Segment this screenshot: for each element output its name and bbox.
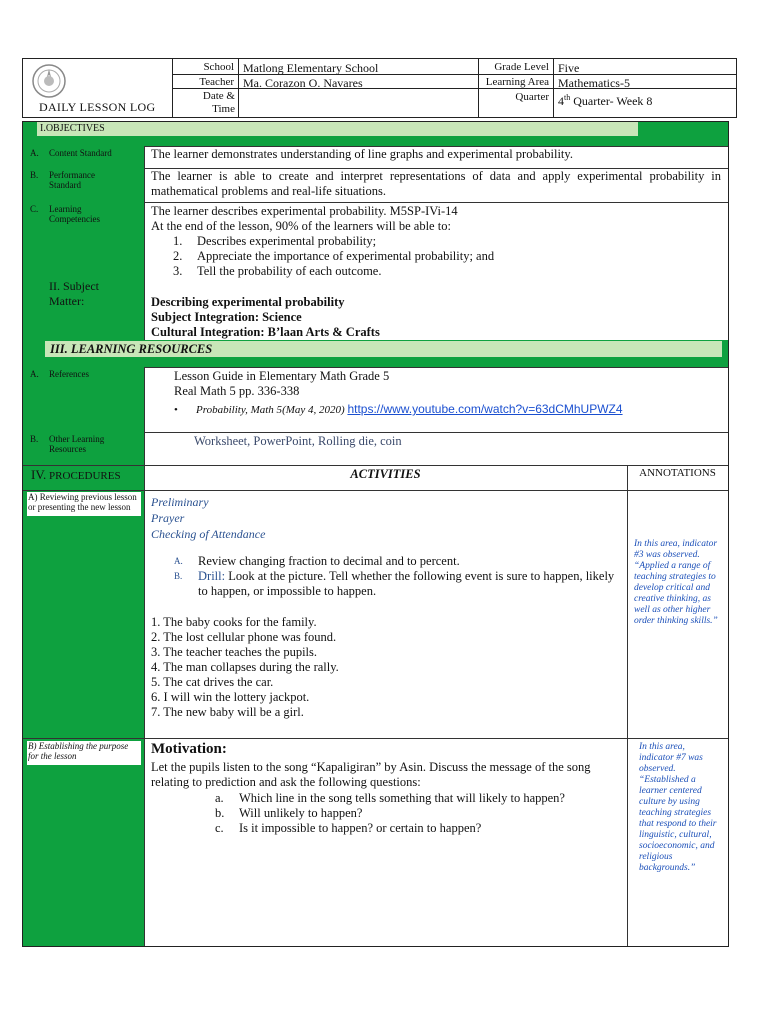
- label-teacher: Teacher: [199, 76, 234, 88]
- prayer-text: Prayer: [151, 511, 185, 525]
- performance-standard-letter: B.: [30, 170, 39, 180]
- deped-seal-icon: [31, 63, 67, 99]
- list-item: 1. The baby cooks for the family.: [151, 615, 317, 629]
- grade-level-value: Five: [558, 61, 580, 75]
- label-grade-level: Grade Level: [494, 61, 549, 73]
- attendance-text: Checking of Attendance: [151, 527, 266, 541]
- activities-heading: ACTIVITIES: [350, 467, 421, 481]
- competency-list: [151, 234, 721, 279]
- list-item: 3. Tell the probability of each outcome.: [173, 264, 382, 278]
- list-item: A. Review changing fraction to decimal and to percent.: [174, 554, 460, 568]
- section-a-review: [174, 554, 619, 599]
- header-table: [22, 58, 737, 118]
- reference-line-1: Lesson Guide in Elementary Math Grade 5: [174, 369, 390, 383]
- other-resources-label: Other Learning Resources: [49, 434, 105, 454]
- events-list: [151, 615, 621, 720]
- performance-standard-label: Performance Standard: [49, 170, 95, 190]
- subject-matter-heading: II. Subject Matter:: [49, 279, 99, 308]
- content-standard-letter: A.: [30, 148, 39, 158]
- label-school: School: [203, 61, 234, 73]
- list-item: 5. The cat drives the car.: [151, 675, 274, 689]
- objectives-heading-bar: [37, 122, 638, 136]
- list-item: B. Drill: Look at the picture. Tell whether the following event is sure to happen, likely to happen, or impossible to happen.: [174, 569, 615, 598]
- competency-code-line: The learner describes experimental probability. M5SP-IVi-14: [151, 204, 458, 218]
- preliminaries: [151, 495, 621, 542]
- other-resources-text: Worksheet, PowerPoint, Rolling die, coin: [194, 434, 402, 448]
- teacher-value: Ma. Corazon O. Navares: [243, 76, 363, 90]
- list-item: 3. The teacher teaches the pupils.: [151, 645, 318, 659]
- content-standard-label: Content Standard: [49, 148, 112, 158]
- section-a-label: A) Reviewing previous lesson or presenting the new lesson: [28, 492, 137, 512]
- annotations-heading: ANNOTATIONS: [639, 467, 716, 479]
- quarter-suffix: th: [564, 93, 571, 102]
- quarter-text: Quarter- Week 8: [570, 94, 653, 108]
- annotation-indicator-3: In this area, indicator #3 was observed. “Applied a range of teaching strategies to develop critical and creative thinking, as well as other higher order thinking skills.”: [634, 539, 718, 626]
- list-item: a. Which line in the song tells something that will likely to happen?: [215, 791, 565, 805]
- list-item: 2. The lost cellular phone was found.: [151, 630, 337, 644]
- list-item: 4. The man collapses during the rally.: [151, 660, 339, 674]
- motivation-intro: Let the pupils listen to the song “Kapaligiran” by Asin. Discuss the message of the song relating to prediction and ask the following questions:: [151, 760, 591, 789]
- section-b-label: B) Establishing the purpose for the lesson: [28, 741, 129, 761]
- document-title: DAILY LESSON LOG: [39, 100, 156, 114]
- procedures-number: IV.: [31, 467, 47, 482]
- cultural-integration: Cultural Integration: B’laan Arts & Crafts: [151, 325, 380, 339]
- subject-integration: Subject Integration: Science: [151, 310, 302, 324]
- references-label: References: [49, 369, 89, 379]
- preliminary-text: Preliminary: [151, 495, 209, 509]
- resources-heading: III. LEARNING RESOURCES: [50, 342, 213, 356]
- list-item: 6. I will win the lottery jackpot.: [151, 690, 310, 704]
- list-item: 2. Appreciate the importance of experimental probability; and: [173, 249, 495, 263]
- reference-video-link[interactable]: https://www.youtube.com/watch?v=63dCMhUPWZ4: [347, 402, 623, 416]
- performance-standard-text: The learner is able to create and interpret representations of data and apply experimental probability in mathematical problems and real-life situations.: [151, 169, 721, 198]
- left-label-column: [23, 122, 144, 946]
- references-block: [174, 369, 719, 418]
- list-item: 7. The new baby will be a girl.: [151, 705, 304, 719]
- learning-area-value: Mathematics-5: [558, 76, 630, 90]
- reference-line-2: Real Math 5 pp. 336-338: [174, 384, 300, 398]
- label-date-time: Date & Time: [202, 90, 235, 115]
- motivation-heading: Motivation:: [151, 741, 227, 757]
- list-item: c. Is it impossible to happen? or certain to happen?: [215, 821, 482, 835]
- list-item: 1. Describes experimental probability;: [173, 234, 377, 248]
- label-learning-area: Learning Area: [485, 76, 549, 88]
- objectives-heading: I.OBJECTIVES: [40, 123, 105, 134]
- bullet-icon: •: [174, 404, 178, 416]
- quarter-value: [554, 91, 736, 108]
- label-quarter: Quarter: [515, 91, 549, 103]
- list-item: b. Will unlikely to happen?: [215, 806, 363, 820]
- content-standard-text: The learner demonstrates understanding of line graphs and experimental probability.: [151, 147, 573, 161]
- references-letter: A.: [30, 369, 39, 379]
- procedures-heading: [31, 467, 121, 484]
- reference-bullet: [174, 402, 719, 418]
- competency-intro-line: At the end of the lesson, 90% of the learners will be able to:: [151, 219, 451, 233]
- annotation-indicator-7: In this area, indicator #7 was observed. “Established a learner centered culture by using teaching strategies that respond to their linguistic, cultural, socioeconomic, and religious backgrounds.”: [639, 742, 717, 873]
- procedures-label: PROCEDURES: [49, 470, 121, 482]
- other-resources-letter: B.: [30, 434, 39, 444]
- motivation-questions: [215, 791, 625, 836]
- competencies-letter: C.: [30, 204, 39, 214]
- reference-video-title: Probability, Math 5: [196, 404, 283, 416]
- reference-video-date: (May 4, 2020): [282, 404, 345, 416]
- subject-matter-block: [151, 295, 380, 340]
- school-value: Matlong Elementary School: [243, 61, 379, 75]
- competencies-block: [151, 204, 721, 279]
- competencies-label: Learning Competencies: [49, 204, 100, 224]
- subject-topic: Describing experimental probability: [151, 295, 345, 309]
- quarter-number: 4: [558, 94, 564, 108]
